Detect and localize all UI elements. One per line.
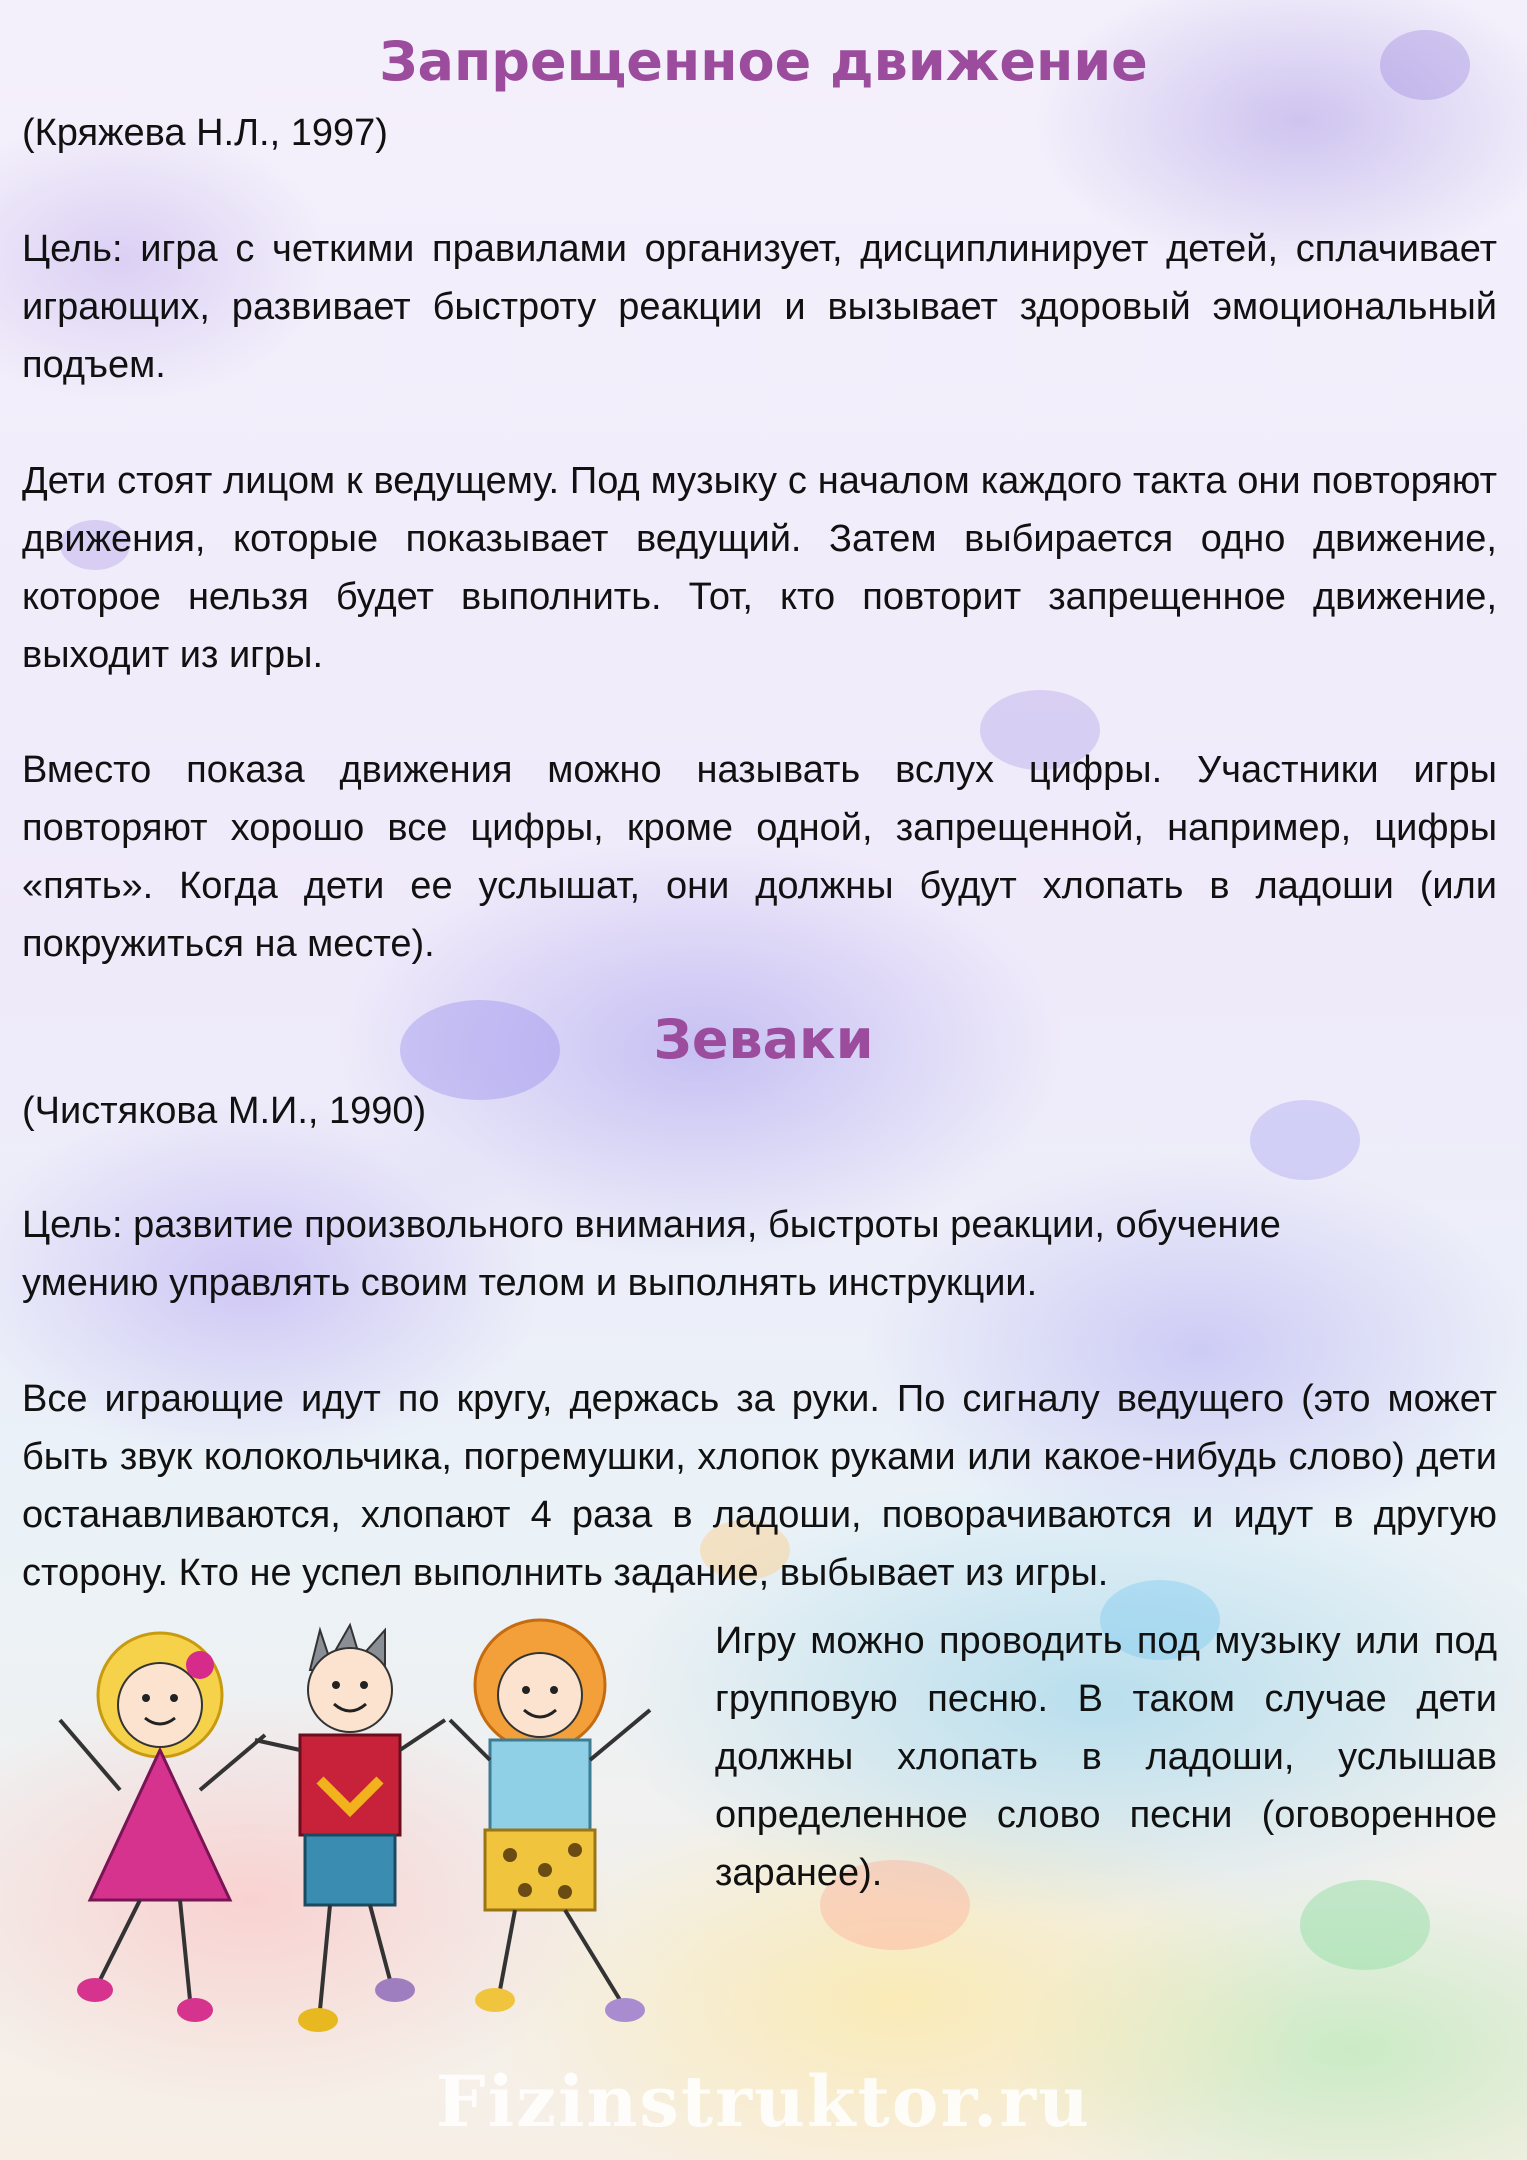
section2-title: Зеваки	[653, 1008, 874, 1071]
boy-middle-figure	[255, 1625, 445, 2032]
section2-goal: Цель: развитие произвольного внимания, быстроты реакции, обучение умению управлять своим телом и выполнять инструкции.	[22, 1204, 1281, 1304]
girl-right-figure	[450, 1620, 650, 2022]
three-children-dancing-icon	[50, 1600, 710, 2060]
section2-author: (Чистякова М.И., 1990)	[22, 1090, 427, 1132]
section1-author: (Кряжева Н.Л., 1997)	[22, 112, 388, 154]
section1-rules: Дети стоят лицом к ведущему. Под музыку с началом каждого такта они повторяют движения, которые показывает ведущий. Затем выбирается одно движение, которое нельзя будет выполнить. Тот, кто повторит запрещенное движение, выходит из игры.	[22, 460, 1497, 676]
section1-variant: Вместо показа движения можно называть вслух цифры. Участники игры повторяют хорошо все цифры, кроме одной, запрещенной, например, цифры «пять». Когда дети ее услышат, они должны будут хлопать в ладоши (или покружиться на месте).	[22, 749, 1497, 965]
section1-goal: Цель: игра с четкими правилами организует, дисциплинирует детей, сплачивает играющих, развивает быстроту реакции и вызывает здоровый эмоциональный подъем.	[22, 228, 1497, 386]
girl-left-figure	[60, 1633, 265, 2022]
section2-variant: Игру можно проводить под музыку или под групповую песню. В таком случае дети должны хлопать в ладоши, услышав определенное слово песни (оговоренное заранее).	[715, 1620, 1497, 1894]
section2-rules: Все играющие идут по кругу, держась за руки. По сигналу ведущего (это может быть звук колокольчика, погремушки, хлопок руками или какое-нибудь слово) дети останавливаются, хлопают 4 раза в ладоши, поворачиваются и идут в другую сторону. Кто не успел выполнить задание, выбывает из игры.	[22, 1378, 1497, 1594]
section1-title: Запрещенное движение	[379, 30, 1148, 93]
footer-site-watermark: Fizinstruktor.ru	[435, 2060, 1092, 2143]
